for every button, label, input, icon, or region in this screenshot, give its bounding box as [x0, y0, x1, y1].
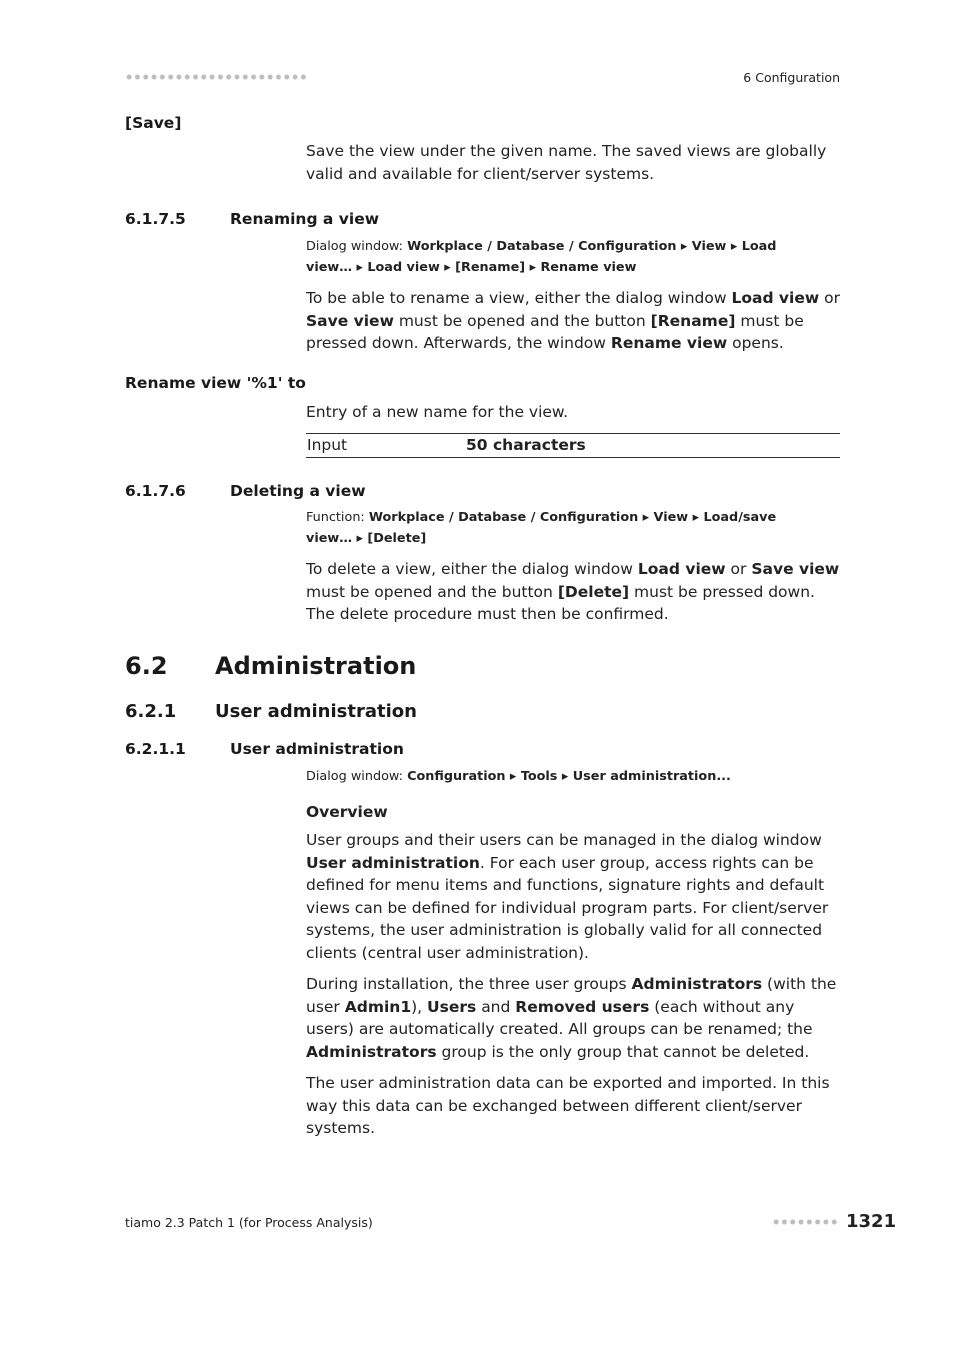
text: group is the only group that cannot be deleted. — [441, 1042, 810, 1061]
section-number-62: 6.2 — [125, 652, 168, 680]
rename-field-label: Rename view '%1' to — [125, 374, 306, 392]
rename-paragraph — [306, 287, 840, 355]
section-number-6211: 6.2.1.1 — [125, 740, 186, 758]
menu-path-line2: view… ▸ [Delete] — [306, 530, 427, 546]
text: must be opened and the button — [306, 582, 553, 601]
text: must be opened and the button — [398, 311, 646, 330]
save-description: Save the view under the given name. The saved views are globally valid and available for client/server systems. — [306, 142, 827, 183]
text: (each without any users) are automatically created. All groups can be renamed; the — [306, 997, 813, 1038]
term-removed-users: Removed users — [515, 997, 650, 1016]
section-number-621: 6.2.1 — [125, 701, 177, 722]
term-admin1: Admin1 — [344, 997, 412, 1016]
term-rename-view: Rename view — [610, 334, 728, 352]
term-load-view: Load view — [637, 560, 726, 578]
text: During installation, the three user groups — [306, 975, 627, 993]
text: ), — [411, 997, 423, 1016]
term-user-administration: User administration — [306, 853, 480, 872]
rename-menu-path — [306, 237, 840, 278]
text: opens. — [732, 334, 784, 352]
overview-paragraph-2 — [306, 973, 840, 1063]
text: (with the user — [306, 975, 837, 1016]
text: To delete a view, either the dialog window — [306, 560, 633, 578]
term-save-view: Save view — [751, 560, 840, 578]
section-number-6176: 6.1.7.6 — [125, 482, 186, 500]
text: or — [730, 560, 747, 578]
delete-paragraph — [306, 558, 840, 626]
text: . For each user group, access rights can be defined for menu items and functions, signature rights and default views can be defined for individual program parts. For client/server systems, the user administration is globally valid for all connected clients (central user administration). — [306, 853, 829, 962]
term-users: Users — [427, 997, 477, 1016]
section-title-administration: Administration — [215, 652, 417, 680]
term-rename-button: [Rename] — [650, 311, 736, 330]
menu-path: Configuration ▸ Tools ▸ User administration... — [407, 769, 731, 784]
overview-paragraph-1 — [306, 829, 840, 964]
save-label: [Save] — [125, 114, 182, 132]
text: must be pressed down. Afterwards, the window — [306, 311, 804, 352]
text: or — [824, 289, 840, 307]
section-title-renaming-view: Renaming a view — [230, 210, 380, 228]
term-administrators: Administrators — [631, 975, 763, 993]
section-title-deleting-view: Deleting a view — [230, 482, 366, 500]
overview-paragraph-3: The user administration data can be exported and imported. In this way this data can be exchanged between different client/server systems. — [306, 1074, 830, 1137]
input-value: 50 characters — [466, 436, 586, 454]
text: User groups and their users can be managed in the dialog window — [306, 831, 822, 849]
footer-decoration — [772, 1217, 840, 1227]
menu-path-prefix: Dialog window: — [306, 769, 403, 784]
page-number: 1321 — [846, 1211, 897, 1232]
menu-path-prefix: Function: — [306, 510, 365, 525]
term-load-view: Load view — [731, 289, 820, 307]
rename-field-description: Entry of a new name for the view. — [306, 403, 569, 421]
term-save-view: Save view — [306, 311, 394, 330]
menu-path-line1: Workplace / Database / Configuration ▸ View ▸ Load — [407, 239, 777, 254]
section-number-6175: 6.1.7.5 — [125, 210, 186, 228]
menu-path-line2: view… ▸ Load view ▸ [Rename] ▸ Rename view — [306, 259, 637, 275]
menu-path-prefix: Dialog window: — [306, 239, 403, 254]
input-key: Input — [307, 436, 348, 454]
term-administrators: Administrators — [306, 1042, 437, 1061]
delete-menu-path — [306, 508, 840, 549]
overview-heading: Overview — [306, 803, 388, 821]
header-chapter: 6 Configuration — [743, 70, 840, 85]
section-title-user-administration: User administration — [215, 701, 417, 722]
header-decoration — [125, 72, 307, 82]
footer-product: tiamo 2.3 Patch 1 (for Process Analysis) — [125, 1215, 373, 1230]
section-title-user-administration-sub: User administration — [230, 740, 404, 758]
text: must be pressed down. The delete procedure must then be confirmed. — [306, 582, 815, 623]
term-delete-button: [Delete] — [557, 582, 630, 601]
text: To be able to rename a view, either the dialog window — [306, 289, 727, 307]
text: and — [481, 997, 511, 1016]
menu-path-line1: Workplace / Database / Configuration ▸ View ▸ Load/save — [368, 510, 777, 525]
input-spec-table — [306, 433, 840, 458]
useradmin-menu-path — [306, 767, 840, 788]
